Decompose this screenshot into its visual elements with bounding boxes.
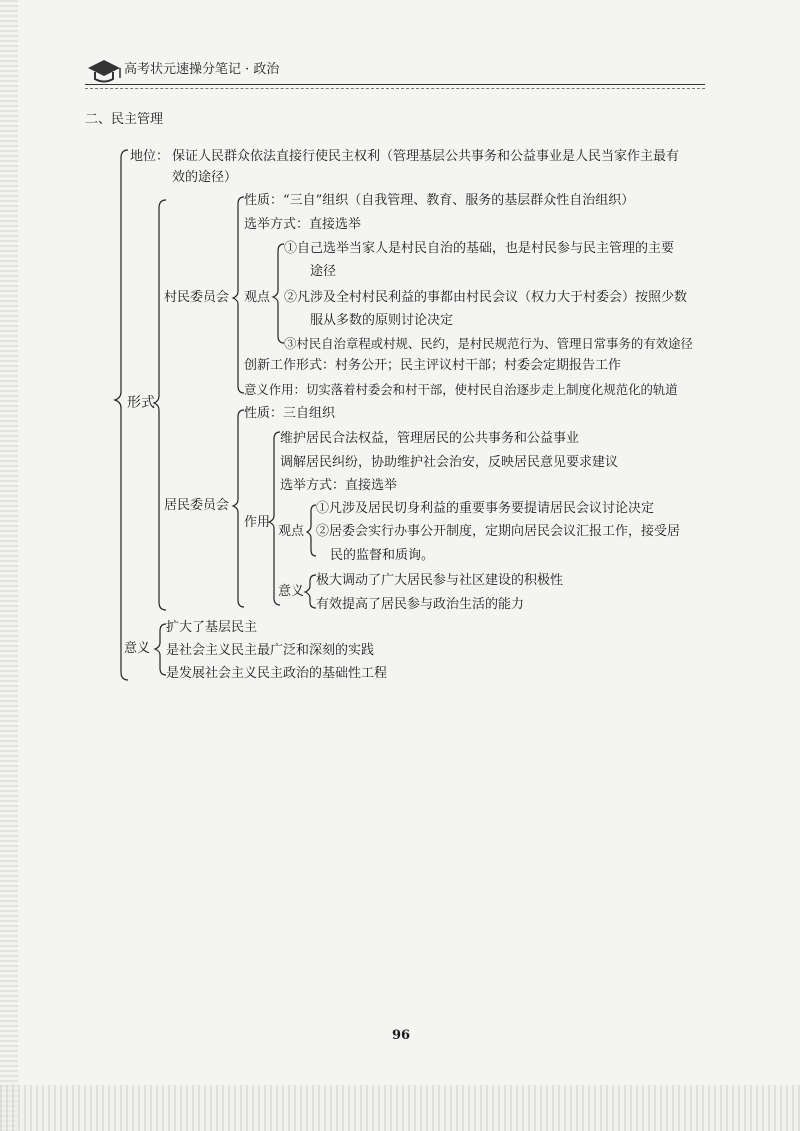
header-rule-dashed [85, 88, 705, 89]
village-view-label: 观点 [244, 290, 271, 305]
resident-election: 选举方式：直接选举 [280, 478, 398, 493]
resident-role-label: 作用 [244, 515, 271, 530]
resident-meaning-label: 意义 [278, 584, 305, 599]
resident-view2-line2: 民的监督和质询。 [330, 548, 435, 563]
significance-label: 意义 [124, 641, 151, 656]
header-title: 高考状元速操分笔记 · 政治 [124, 62, 280, 77]
resident-committee-label: 居民委员会 [164, 498, 230, 513]
status-text-line1: 保证人民群众依法直接行使民主权利（管理基层公共事务和公益事业是人民当家作主最有 [172, 149, 680, 164]
village-election: 选举方式：直接选举 [244, 217, 362, 232]
significance-line3: 是发展社会主义民主政治的基础性工程 [166, 666, 388, 681]
village-view1-line1: ①自己选举当家人是村民自治的基础，也是村民参与民主管理的主要 [284, 241, 675, 256]
resident-view-label: 观点 [278, 524, 305, 539]
village-committee-label: 村民委员会 [164, 290, 230, 305]
resident-meaning2: 有效提高了居民参与政治生活的能力 [316, 597, 525, 612]
resident-nature: 性质：三自组织 [244, 406, 336, 421]
resident-view1: ①凡涉及居民切身利益的重要事务要提请居民会议讨论决定 [316, 501, 655, 516]
resident-role2: 调解居民纠纷，协助维护社会治安，反映居民意见要求建议 [280, 455, 619, 470]
village-nature: 性质：“三自”组织（自我管理、教育、服务的基层群众性自治组织） [244, 193, 635, 208]
graduation-cap-icon [88, 60, 120, 82]
page-number: 96 [392, 1028, 411, 1043]
village-view3: ③村民自治章程或村规、民约，是村民规范行为、管理日常事务的有效途径 [284, 336, 693, 351]
village-innovation: 创新工作形式：村务公开；民主评议村干部；村委会定期报告工作 [244, 358, 622, 373]
form-label: 形式 [127, 395, 155, 411]
significance-line1: 扩大了基层民主 [166, 620, 258, 635]
status-label: 地位： [130, 149, 170, 164]
significance-line2: 是社会主义民主最广泛和深刻的实践 [166, 643, 375, 658]
village-view2-line2: 服从多数的原则讨论决定 [310, 313, 454, 328]
village-view2-line1: ②凡涉及全村村民利益的事都由村民会议（权力大于村委会）按照少数 [284, 290, 688, 305]
resident-meaning1: 极大调动了广大居民参与社区建设的积极性 [316, 573, 564, 588]
village-meaning: 意义作用：切实落着村委会和村干部，使村民自治逐步走上制度化规范化的轨道 [244, 382, 678, 397]
resident-view2-line1: ②居委会实行办事公开制度，定期向居民会议汇报工作，接受居 [316, 524, 681, 539]
village-view1-line2: 途径 [310, 264, 337, 279]
resident-role1: 维护居民合法权益，管理居民的公共事务和公益事业 [280, 431, 580, 446]
header-rule [85, 84, 705, 85]
status-text-line2: 效的途径） [172, 170, 238, 185]
section-heading: 二、民主管理 [85, 112, 164, 127]
